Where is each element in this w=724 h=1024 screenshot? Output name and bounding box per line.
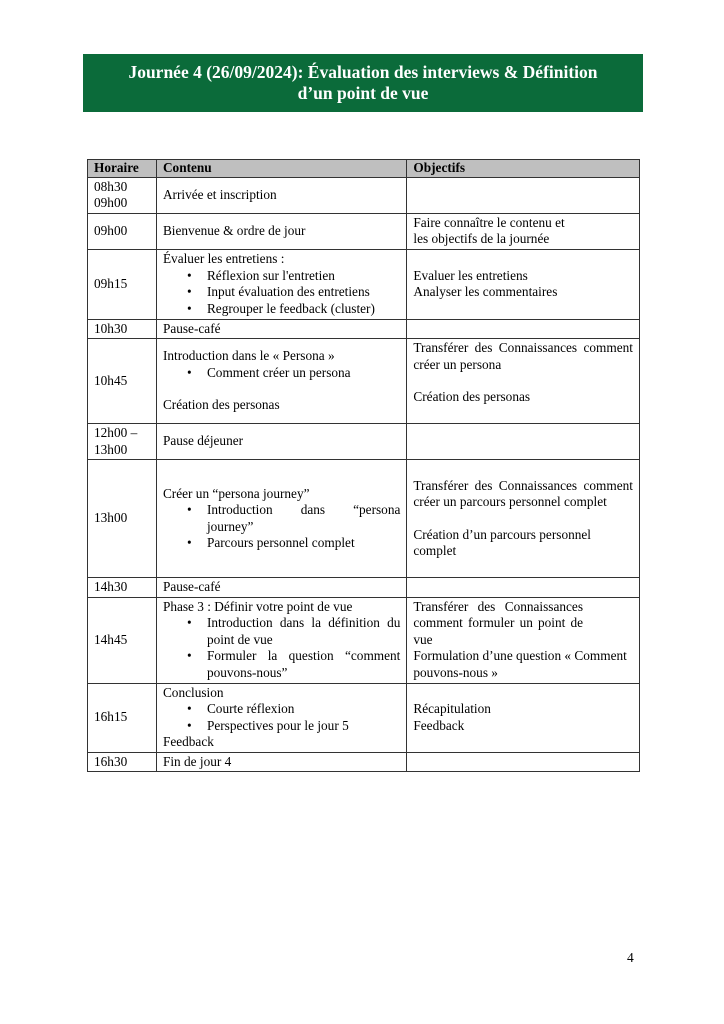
content-title: Introduction dans le « Persona » (162, 348, 335, 364)
objective-text: Transférer des Connaissances comment créer un persona (413, 340, 633, 372)
table-row (88, 578, 640, 598)
bullet-item: • Parcours personnel complet (207, 535, 400, 552)
content-cell (156, 460, 406, 578)
objectives-cell (407, 597, 640, 683)
objectives-cell (407, 460, 640, 578)
table-row (88, 752, 640, 772)
content-cell (156, 597, 406, 683)
objective-text: Feedback (413, 717, 465, 733)
content-cell: Bienvenue & ordre de jour (156, 213, 406, 249)
day-title-banner (83, 54, 643, 112)
table-row (88, 597, 640, 683)
objective-text: Analyser les commentaires (413, 284, 558, 299)
table-row (88, 319, 640, 339)
bullet-item: • Perspectives pour le jour 5 (207, 718, 400, 735)
objectives-cell (407, 249, 640, 319)
time-cell: 10h45 (88, 339, 157, 424)
objective-text: Création d’un parcours personnel complet (413, 526, 591, 558)
bullet-item: • Comment créer un persona (207, 365, 400, 382)
time-cell: 16h15 (88, 683, 157, 752)
content-title: Phase 3 : Définir votre point de vue (162, 598, 353, 614)
time-cell (88, 424, 157, 460)
content-cell: Pause déjeuner (156, 424, 406, 460)
bullet-item: • Regrouper le feedback (cluster) (207, 301, 400, 318)
content-cell (156, 339, 406, 424)
table-header-row (88, 160, 640, 178)
objectives-cell (407, 319, 640, 339)
bullet-item: • Introduction dans “persona journey” (207, 502, 400, 535)
objectives-cell (407, 177, 640, 213)
content-title: Conclusion (162, 684, 224, 700)
table-row (88, 213, 640, 249)
content-cell (156, 249, 406, 319)
bullet-list (163, 268, 400, 318)
title-line-2: d’un point de vue (297, 83, 429, 103)
bullet-list (163, 701, 400, 734)
bullet-item: • Réflexion sur l'entretien (207, 268, 400, 285)
bullet-item: • Formuler la question “comment pouvons-nous” (207, 648, 400, 681)
objective-text: Transférer des Connaissances comment formuler un point de vue (413, 598, 583, 647)
bullet-list (163, 365, 400, 382)
objective-text: Faire connaître le contenu et (413, 214, 565, 230)
objective-text: Formulation d’une question « Comment pouvons-nous » (413, 648, 627, 680)
time-cell: 13h00 (88, 460, 157, 578)
objectives-cell (407, 752, 640, 772)
objective-text: les objectifs de la journée (413, 231, 550, 246)
objective-text: Création des personas (413, 389, 531, 404)
objectives-cell (407, 578, 640, 598)
content-cell: Pause-café (156, 319, 406, 339)
page-number: 4 (627, 950, 634, 965)
time-cell: 14h30 (88, 578, 157, 598)
content-cell (156, 683, 406, 752)
time-cell: 09h00 (88, 213, 157, 249)
table-row (88, 460, 640, 578)
content-after: Création des personas (162, 397, 280, 413)
content-cell: Pause-café (156, 578, 406, 598)
content-after: Feedback (162, 734, 214, 749)
objectives-cell (407, 339, 640, 424)
col-header-objectifs: Objectifs (407, 160, 640, 178)
content-cell: Fin de jour 4 (156, 752, 406, 772)
objective-text: Evaluer les entretiens (413, 267, 528, 283)
time-cell: 10h30 (88, 319, 157, 339)
objectives-cell (407, 424, 640, 460)
objective-text: Récapitulation (413, 701, 491, 716)
col-header-horaire: Horaire (88, 160, 157, 178)
time-text: 13h00 (94, 441, 128, 457)
table-row (88, 683, 640, 752)
bullet-list (163, 615, 400, 681)
content-title: Créer un “persona journey” (162, 485, 310, 501)
time-text: 09h00 (94, 195, 128, 210)
table-row (88, 177, 640, 213)
bullet-item: • Courte réflexion (207, 701, 400, 718)
time-cell: 16h30 (88, 752, 157, 772)
time-cell: 09h15 (88, 249, 157, 319)
table-row (88, 424, 640, 460)
bullet-item: • Input évaluation des entretiens (207, 284, 400, 301)
bullet-list (163, 502, 400, 552)
objective-text: Transférer des Connaissances comment créer un parcours personnel complet (413, 477, 633, 509)
objectives-cell (407, 683, 640, 752)
content-cell: Arrivée et inscription (156, 177, 406, 213)
time-text: 08h30 (94, 178, 128, 194)
title-line-1: Journée 4 (26/09/2024): Évaluation des interviews & Définition (128, 62, 598, 82)
objectives-cell (407, 213, 640, 249)
col-header-contenu: Contenu (156, 160, 406, 178)
bullet-item: • Introduction dans la définition du point de vue (207, 615, 400, 648)
time-cell (88, 177, 157, 213)
time-cell: 14h45 (88, 597, 157, 683)
time-text: 12h00 – (94, 425, 138, 440)
content-title: Évaluer les entretiens : (162, 251, 285, 266)
schedule-table (87, 159, 640, 772)
table-row (88, 249, 640, 319)
table-row (88, 339, 640, 424)
